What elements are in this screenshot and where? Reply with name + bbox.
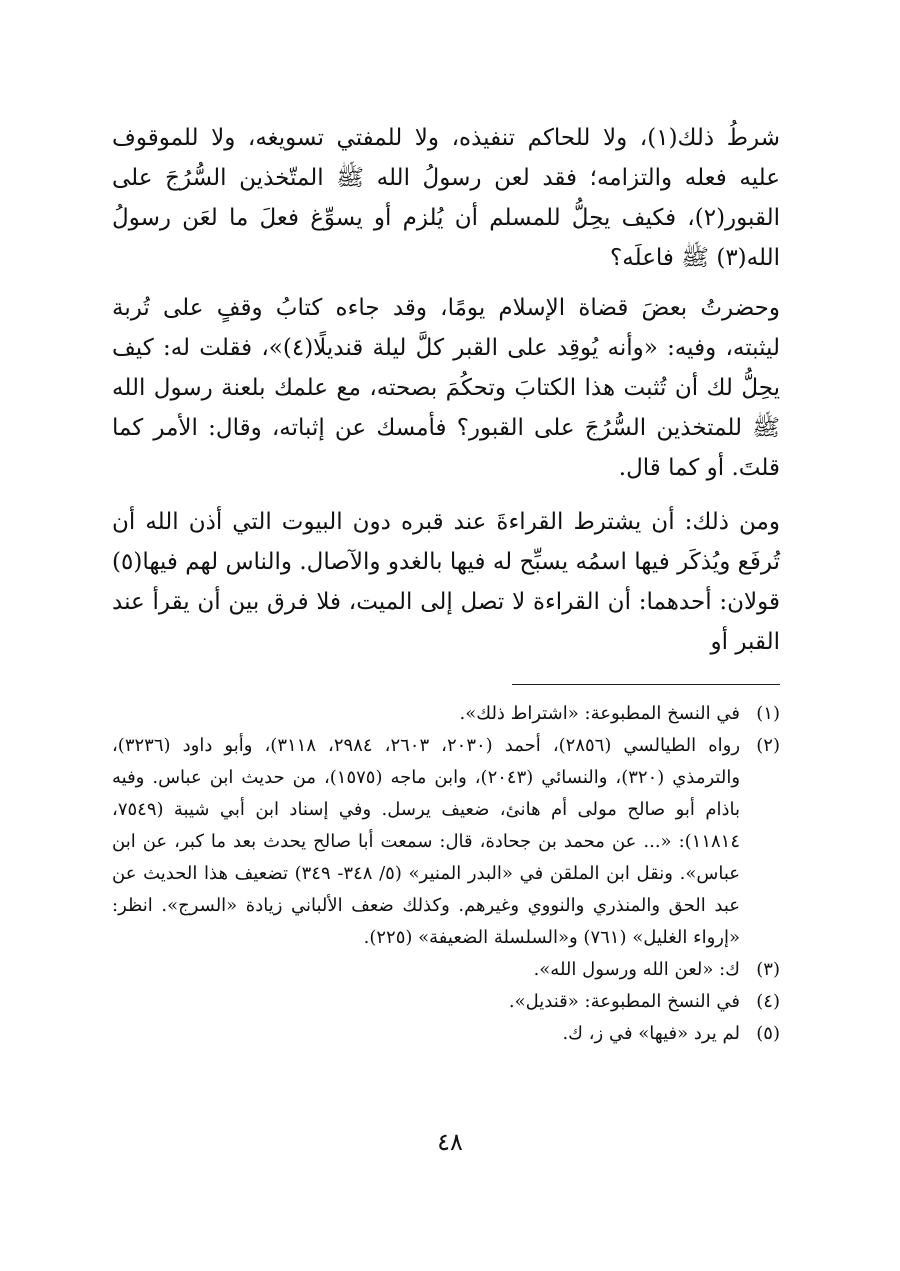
footnote-4 [112, 986, 780, 1018]
footnote-text: ك: «لعن الله ورسول الله». [533, 959, 740, 980]
paragraph-3: ومن ذلك: أن يشترط القراءةَ عند قبره دون البيوت التي أذن الله أن تُرفَع ويُذكَر فيها اسمُه يسبِّح له فيها بالغدو والآصال. والناس لهم فيها(٥) قولان: أحدهما: أن القراءة لا تصل إلى الميت، فلا فرق بين أن يقرأ عند القبر أو [112, 509, 780, 655]
paragraph-1: شرطُ ذلك(١)، ولا للحاكم تنفيذه، ولا للمفتي تسويغه، ولا للموقوف عليه فعله والتزامه؛ فقد لعن رسولُ الله ﷺ المتّخذين السُّرُجَ على القبور(٢)، فكيف يحِلُّ للمسلم أن يُلزم أو يسوِّغ فعلَ ما لعَن رسولُ الله(٣) ﷺ فاعلَه؟ [112, 125, 780, 271]
paragraph-2: وحضرتُ بعضَ قضاة الإسلام يومًا، وقد جاءه كتابُ وقفٍ على تُربة ليثبته، وفيه: «وأنه يُوقِد على القبر كلَّ ليلة قنديلًا(٤)»، فقلت له: كيف يحِلُّ لك أن تُثبت هذا الكتابَ وتحكُمَ بصحته، مع علمك بلعنة رسول الله ﷺ للمتخذين السُّرُجَ على القبور؟ فأمسك عن إثباته، وقال: الأمر كما قلتَ. أو كما قال. [112, 295, 780, 481]
footnote-text: في النسخ المطبوعة: «اشتراط ذلك». [459, 703, 740, 724]
footnote-number: (٢) [756, 735, 780, 756]
footnote-3 [112, 954, 780, 986]
footnote-text: رواه الطيالسي (٢٨٥٦)، أحمد (٢٠٣٠، ٢٦٠٣، ٢٩٨٤، ٣١١٨)، وأبو داود (٣٢٣٦)، والترمذي (٣٢٠)، والنسائي (٢٠٤٣)، وابن ماجه (١٥٧٥)، من حديث ابن عباس. وفيه باذام أبو صالح مولى أم هانئ، ضعيف يرسل. وفي إسناد ابن أبي شيبة (٧٥٤٩، ١١٨١٤): «... عن محمد بن جحادة، قال: سمعت أبا صالح يحدث بعد ما كبر، عن ابن عباس». ونقل ابن الملقن في «البدر المنير» (٥/ ٣٤٨- ٣٤٩) تضعيف هذا الحديث عن عبد الحق والمنذري والنووي وغيرهم. وكذلك ضعف الألباني زيادة «السرج». انظر: «إرواء الغليل» (٧٦١) و«السلسلة الضعيفة» (٢٢٥). [112, 735, 741, 948]
main-text [112, 118, 780, 676]
footnote-divider [512, 684, 780, 685]
footnotes [112, 698, 780, 1050]
page-number: ٤٨ [437, 1128, 463, 1156]
footnote-number: (٤) [756, 991, 780, 1012]
footnote-number: (١) [756, 703, 780, 724]
footnote-text: في النسخ المطبوعة: «قنديل». [508, 991, 740, 1012]
footnote-2 [112, 730, 780, 954]
footnote-5 [112, 1018, 780, 1050]
footnote-number: (٥) [756, 1023, 780, 1044]
footnote-number: (٣) [756, 959, 780, 980]
footnote-1 [112, 698, 780, 730]
footnote-text: لم يرد «فيها» في ز، ك. [562, 1023, 740, 1044]
